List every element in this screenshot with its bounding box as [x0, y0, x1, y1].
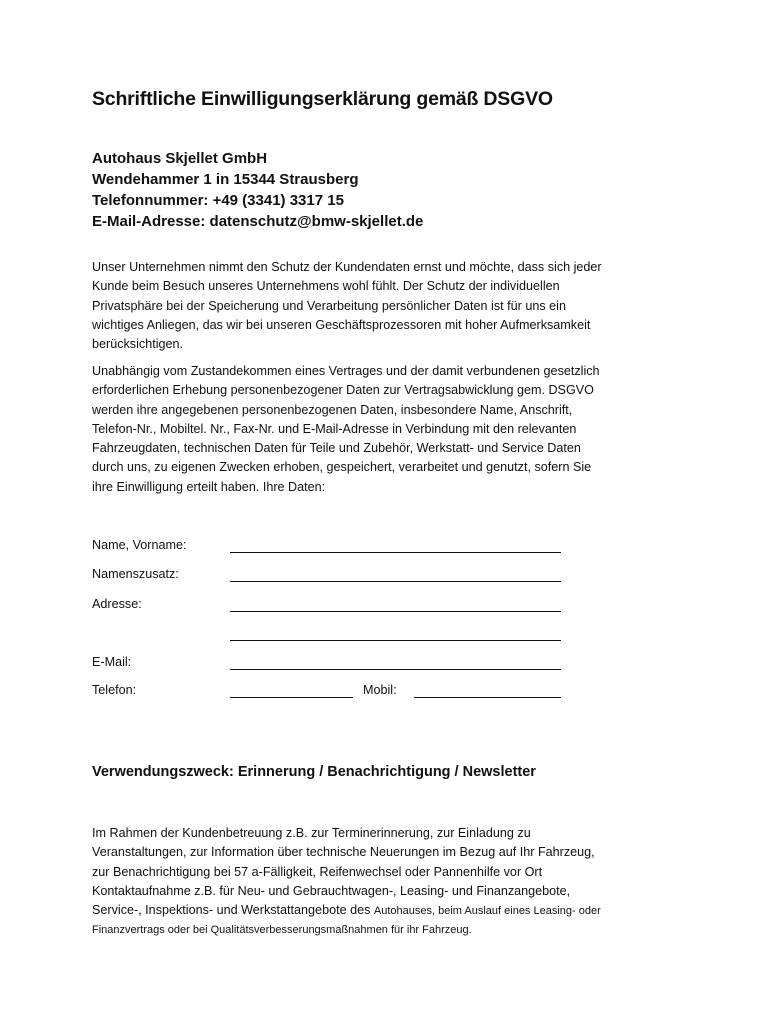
paragraph-line: Unser Unternehmen nimmt den Schutz der Kundendaten ernst und möchte, dass sich jeder	[92, 260, 602, 274]
line-small-text: Autohauses, beim Auslauf eines Leasing- oder	[373, 905, 601, 918]
name-line[interactable]	[230, 552, 561, 553]
paragraph-line: Finanzvertrags oder bei Qualitätsverbesserungsmaßnahmen für ihr Fahrzeug.	[92, 924, 472, 937]
section-heading: Verwendungszweck: Erinnerung / Benachrichtigung / Newsletter	[92, 764, 536, 780]
company-block	[92, 148, 423, 232]
purpose-paragraph	[92, 362, 692, 497]
paragraph-line: wichtiges Anliegen, das wir bei unseren Geschäftsprozessoren mit hoher Aufmerksamkeit	[92, 317, 591, 332]
intro-paragraph	[92, 258, 692, 354]
name-label: Name, Vorname:	[92, 538, 187, 552]
paragraph-line: Veranstaltungen, zur Information über technische Neuerungen im Bezug auf Ihr Fahrzeug,	[92, 845, 595, 860]
suffix-label: Namenszusatz:	[92, 567, 179, 581]
line-main-text: Service-, Inspektions- und Werkstattangebote des	[92, 903, 374, 918]
usage-paragraph	[92, 824, 692, 941]
paragraph-line	[92, 901, 692, 921]
paragraph-line: Im Rahmen der Kundenbetreuung z.B. zur Terminerinnerung, zur Einladung zu	[92, 826, 531, 840]
paragraph-line: Kontaktaufnahme z.B. für Neu- und Gebrauchtwagen-, Leasing- und Finanzangebote,	[92, 883, 571, 898]
paragraph-line: erforderlichen Erhebung personenbezogener Daten zur Vertragsabwicklung gem. DSGVO	[92, 383, 594, 398]
company-name: Autohaus Skjellet GmbH	[92, 150, 268, 167]
address-line-2[interactable]	[230, 640, 561, 641]
phone-label: Telefon:	[92, 683, 137, 697]
company-phone: Telefonnummer: +49 (3341) 3317 15	[92, 192, 344, 209]
email-line[interactable]	[230, 669, 561, 670]
paragraph-line: zur Benachrichtigung bei 57 a-Fälligkeit, Reifenwechsel oder Pannenhilfe vor Ort	[92, 864, 543, 879]
phone-line[interactable]	[230, 697, 353, 698]
paragraph-line: durch uns, zu eigenen Zwecken erhoben, gespeichert, verarbeitet und genutzt, sofern Sie	[92, 460, 592, 475]
paragraph-line: ihre Einwilligung erteilt haben. Ihre Daten:	[92, 479, 326, 494]
paragraph-line: Privatsphäre bei der Speicherung und Verarbeitung persönlicher Daten ist für uns ein	[92, 298, 566, 313]
company-email: E-Mail-Adresse: datenschutz@bmw-skjellet.de	[92, 213, 424, 230]
paragraph-line: Telefon-Nr., Mobiltel. Nr., Fax-Nr. und E-Mail-Adresse in Verbindung mit den relevanten	[92, 421, 577, 436]
paragraph-line: berücksichtigen.	[92, 337, 184, 352]
email-label: E-Mail:	[92, 655, 132, 669]
paragraph-line: Kunde beim Besuch unseres Unternehmens wohl fühlt. Der Schutz der individuellen	[92, 279, 560, 294]
mobile-label: Mobil:	[363, 683, 397, 697]
address-line-1[interactable]	[230, 611, 561, 612]
mobile-line[interactable]	[414, 697, 561, 698]
address-label: Adresse:	[92, 597, 142, 611]
company-address: Wendehammer 1 in 15344 Strausberg	[92, 171, 359, 188]
paragraph-line: Unabhängig vom Zustandekommen eines Vertrages und der damit verbundenen gesetzlich	[92, 364, 600, 378]
suffix-line[interactable]	[230, 581, 561, 582]
document-title: Schriftliche Einwilligungserklärung gemäß DSGVO	[92, 88, 553, 110]
paragraph-line: werden ihre angegebenen personenbezogenen Daten, insbesondere Name, Anschrift,	[92, 402, 573, 417]
paragraph-line: Fahrzeugdaten, technischen Daten für Teile und Zubehör, Werkstatt- und Service Daten	[92, 441, 581, 456]
